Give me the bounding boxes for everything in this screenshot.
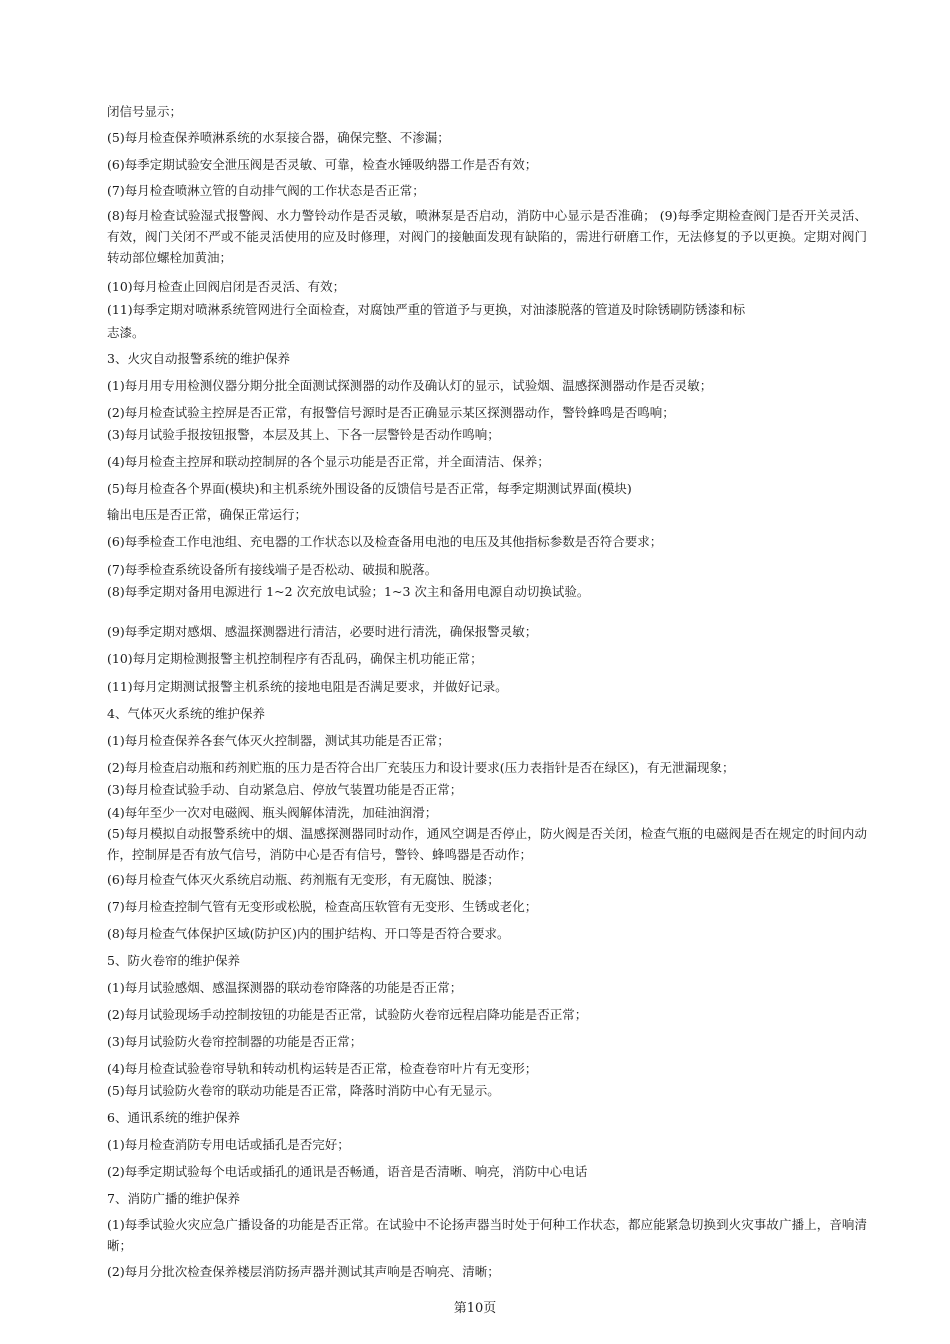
text-line: (9)每季定期对感烟、感温探测器进行清洁，必要时进行清洗，确保报警灵敏； (107, 624, 538, 639)
text-line: (5)每月试验防火卷帘的联动功能是否正常，降落时消防中心有无显示。 (107, 1083, 500, 1098)
text-line: (11)每月定期测试报警主机系统的接地电阻是否满足要求，并做好记录。 (107, 679, 508, 694)
text-line: (5)每月检查各个界面(模块)和主机系统外围设备的反馈信号是否正常，每季定期测试界面(模块) (107, 481, 632, 496)
text-line: (6)每季检查工作电池组、充电器的工作状态以及检查备用电池的电压及其他指标参数是否符合要求； (107, 534, 663, 549)
section-heading: 5、防火卷帘的维护保养 (107, 953, 240, 968)
text-line: (1)每月检查消防专用电话或插孔是否完好； (107, 1137, 350, 1152)
text-line: 闭信号显示； (107, 104, 183, 119)
text-line: (10)每月定期检测报警主机控制程序有否乱码，确保主机功能正常； (107, 651, 483, 666)
text-line: (10)每月检查止回阀启闭是否灵活、有效； (107, 279, 346, 294)
text-line: (4)每年至少一次对电磁阀、瓶头阀解体清洗，加硅油润滑； (107, 805, 438, 820)
text-line: (7)每季检查系统设备所有接线端子是否松动、破损和脱落。 (107, 562, 438, 577)
text-line: (3)每月试验手报按钮报警，本层及其上、下各一层警铃是否动作鸣响； (107, 427, 500, 442)
text-line: (4)每月检查试验卷帘导轨和转动机构运转是否正常，检查卷帘叶片有无变形； (107, 1061, 538, 1076)
text-line: (3)每月检查试验手动、自动紧急启、停放气装置功能是否正常； (107, 782, 463, 797)
text-paragraph: (5)每月模拟自动报警系统中的烟、温感探测器同时动作，通风空调是否停止，防火阀是否关闭，检查气瓶的电磁阀是否在规定的时间内动作，控制屏是否有放气信号，消防中心是否有信号，警铃、蜂鸣器是否动作； (107, 826, 867, 862)
text-line: (7)每月检查喷淋立管的自动排气阀的工作状态是否正常； (107, 183, 425, 198)
text-line: (2)每季定期试验每个电话或插孔的通讯是否畅通，语音是否清晰、响亮，消防中心电话 (107, 1164, 588, 1179)
section-heading: 3、火灾自动报警系统的维护保养 (107, 351, 290, 366)
text-line: 志漆。 (107, 325, 145, 340)
text-line: (5)每月检查保养喷淋系统的水泵接合器，确保完整、不渗漏； (107, 130, 450, 145)
page-number: 第10页 (453, 1301, 497, 1316)
text-line: (8)每季定期对备用电源进行 1~2 次充放电试验；1~3 次主和备用电源自动切换试验。 (107, 584, 590, 599)
text-line: (4)每月检查主控屏和联动控制屏的各个显示功能是否正常，并全面清洁、保养； (107, 454, 550, 469)
section-heading: 4、气体灭火系统的维护保养 (107, 706, 265, 721)
section-heading: 6、通讯系统的维护保养 (107, 1110, 240, 1125)
text-line: (8)每月检查气体保护区域(防护区)内的围护结构、开口等是否符合要求。 (107, 926, 510, 941)
text-line: (2)每月检查启动瓶和药剂贮瓶的压力是否符合出厂充装压力和设计要求(压力表指针是否在绿区)，有无泄漏现象； (107, 760, 735, 775)
text-line: (7)每月检查控制气管有无变形或松脱，检查高压软管有无变形、生锈或老化； (107, 899, 538, 914)
text-line: (1)每月检查保养各套气体灭火控制器，测试其功能是否正常； (107, 733, 450, 748)
text-line: (11)每季定期对喷淋系统管网进行全面检查，对腐蚀严重的管道予与更换，对油漆脱落的管道及时除锈刷防锈漆和标 (107, 302, 746, 317)
text-line: (2)每月试验现场手动控制按钮的功能是否正常，试验防火卷帘远程启降功能是否正常； (107, 1007, 588, 1022)
section-heading: 7、消防广播的维护保养 (107, 1191, 240, 1206)
text-line: (1)每月试验感烟、感温探测器的联动卷帘降落的功能是否正常； (107, 980, 463, 995)
text-line: (2)每月分批次检查保养楼层消防扬声器并测试其声响是否响亮、清晰； (107, 1264, 500, 1279)
text-line: (1)每月用专用检测仪器分期分批全面测试探测器的动作及确认灯的显示，试验烟、温感探测器动作是否灵敏； (107, 378, 713, 393)
text-line: (6)每季定期试验安全泄压阀是否灵敏、可靠，检查水锤吸纳器工作是否有效； (107, 157, 538, 172)
text-line: (6)每月检查气体灭火系统启动瓶、药剂瓶有无变形，有无腐蚀、脱漆； (107, 872, 500, 887)
text-paragraph: (8)每月检查试验湿式报警阀、水力警铃动作是否灵敏，喷淋泵是否启动，消防中心显示是否准确； (9)每季定期检查阀门是否开关灵活、有效，阀门关闭不严或不能灵活使用的应及时修理，对阀门的接触面发现有缺陷的，需进行研磨工作，无法修复的予以更换。定期对阀门转动部位螺栓加黄油； (107, 208, 867, 265)
text-line: (2)每月检查试验主控屏是否正常，有报警信号源时是否正确显示某区探测器动作，警铃蜂鸣是否鸣响； (107, 405, 675, 420)
text-line: (3)每月试验防火卷帘控制器的功能是否正常； (107, 1034, 363, 1049)
text-line: 输出电压是否正常，确保正常运行； (107, 507, 308, 522)
text-paragraph: (1)每季试验火灾应急广播设备的功能是否正常。在试验中不论扬声器当时处于何种工作状态，都应能紧急切换到火灾事故广播上，音响清晰； (107, 1217, 867, 1253)
